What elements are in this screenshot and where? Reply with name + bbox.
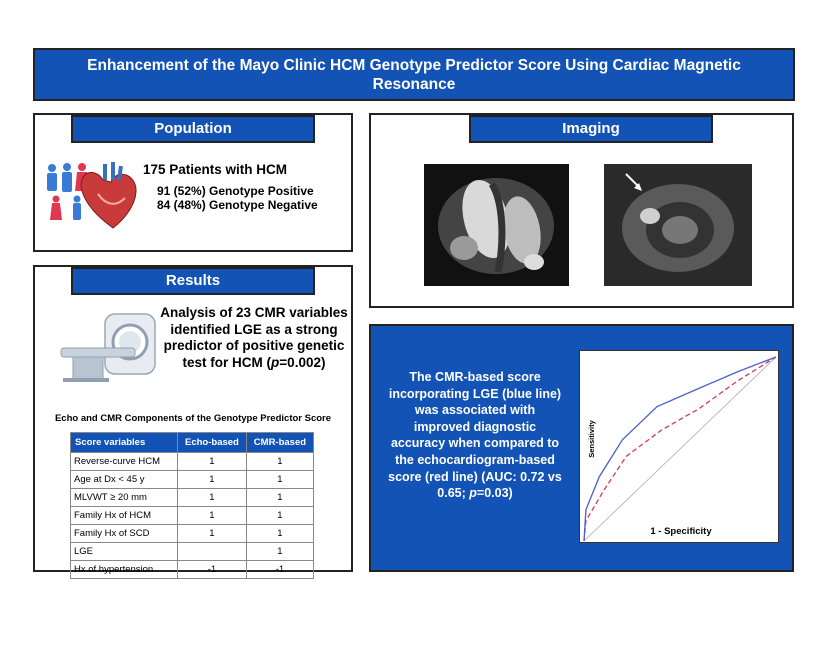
roc-p-label: p [469,486,477,501]
analysis-p-open: ( [266,354,272,370]
table-cell: Age at Dx < 45 y [71,471,178,489]
table-cell [178,543,247,561]
table-cell: 1 [178,471,247,489]
table-cell: MLVWT ≥ 20 mm [71,489,178,507]
table-cell: 1 [178,453,247,471]
x-axis-label: 1 - Specificity [650,526,712,537]
table-row [71,489,314,507]
table-cell: Hx of hypertension [71,561,178,579]
roc-summary-text [387,369,563,502]
roc-chart [580,351,778,542]
heart-icon [81,162,136,228]
population-positive: 91 (52%) Genotype Positive [157,184,314,198]
table-cell: -1 [178,561,247,579]
table-cell: Reverse-curve HCM [71,453,178,471]
analysis-text: Analysis of 23 CMR variables identified LGE as a strong predictor of positive genetic test for HCM [160,305,348,370]
cmr-lge-short-axis-image [604,164,752,286]
analysis-p-label: p [271,354,280,370]
table-cell: 1 [246,507,313,525]
table-cell: 1 [246,453,313,471]
table-cell: -1 [246,561,313,579]
poster-title: Enhancement of the Mayo Clinic HCM Genotype Predictor Score Using Cardiac Magnetic Resonance [33,48,795,101]
table-cell: 1 [178,525,247,543]
table-row [71,453,314,471]
column-header: CMR-based [246,433,313,453]
population-total: 175 Patients with HCM [143,162,288,177]
table-cell: 1 [246,489,313,507]
roc-p-value: =0.03) [476,486,513,501]
column-header: Echo-based [178,433,247,453]
table-cell: 1 [178,507,247,525]
table-cell: 1 [246,471,313,489]
family-heart-illustration [43,158,137,230]
y-axis-label: Sensitivity [587,420,596,458]
population-negative: 84 (48%) Genotype Negative [157,198,318,212]
cmr-four-chamber-image [424,164,569,286]
roc-series-reference [584,357,776,541]
table-header-row [71,433,314,453]
mri-scanner-illustration [59,312,161,384]
results-header: Results [71,267,315,295]
population-header: Population [71,115,315,143]
results-analysis-text [160,305,348,371]
analysis-p-value: =0.002) [279,354,326,370]
imaging-header: Imaging [469,115,713,143]
table-cell: 1 [246,525,313,543]
table-caption: Echo and CMR Components of the Genotype Predictor Score [54,413,332,424]
table-row [71,543,314,561]
column-header: Score variables [71,433,178,453]
table-row [71,507,314,525]
roc-text-main: The CMR-based score incorporating LGE (blue line) was associated with improved diagnostic accuracy when compared to the echocardiogram-based score (red line) (AUC: 0.72 vs 0.65; [388,370,562,501]
table-cell: Family Hx of HCM [71,507,178,525]
table-row [71,561,314,579]
table-row [71,525,314,543]
table-cell: 1 [246,543,313,561]
table-cell: Family Hx of SCD [71,525,178,543]
table-cell: 1 [178,489,247,507]
table-row [71,471,314,489]
table-cell: LGE [71,543,178,561]
score-table [70,432,314,579]
